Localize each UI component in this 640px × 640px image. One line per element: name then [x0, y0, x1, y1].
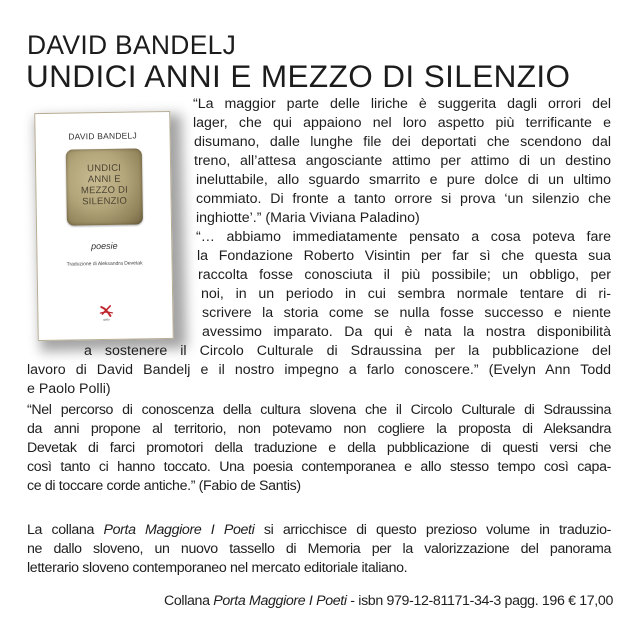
cover-author: DAVID BANDELJ — [68, 130, 137, 142]
series-description-line: ne dallo sloveno, un nuovo tassello di Memoria per la valorizzazione del panorama — [27, 541, 611, 557]
quote-3-line: così tanto ci hanno toccato. Una poesia contemporanea e allo stesso tempo così capa- — [27, 459, 611, 475]
quote-1-line: inghiotte’.” (Maria Viviana Paladino) — [196, 210, 420, 226]
plaque-line: UNDICI — [87, 162, 122, 175]
quote-1-line: “La maggior parte delle liriche è suggerita dagli orrori del — [193, 96, 611, 112]
author-name: DAVID BANDELJ — [27, 30, 237, 60]
cover-subtitle: poesie — [90, 240, 118, 252]
plaque-line: SILENZIO — [82, 195, 128, 208]
quote-2-line: scrivere la storia come se nulla fosse successo e niente — [202, 305, 611, 321]
quote-2-line: “… abbiamo immediatamente pensato a cosa poteva fare — [196, 229, 611, 245]
quote-2-line: a sostenere il Circolo Culturale di Sdraussina per la pubblicazione del — [84, 343, 611, 359]
description-text: La collana — [27, 522, 104, 538]
cover-plaque-title — [66, 162, 143, 207]
quote-1-line: ineluttabile, allo sguardo smarrito e pure dolce di un ultimo — [196, 172, 611, 188]
quote-2-line: e Paolo Polli) — [27, 381, 111, 397]
quote-2-line: raccolta fosse conosciuta il più possibile; un obbligo, per — [198, 267, 611, 283]
footer-text: Collana — [163, 593, 214, 609]
cover-translator: Traduzione di Aleksandra Devetak — [66, 260, 143, 268]
quote-3-line: Devetak di farci promotori della traduzione e della pubblicazione di questi versi che — [27, 440, 611, 456]
book-details — [164, 592, 613, 611]
quote-3-line: da anni propone al territorio, non potevamo non cogliere la proposta di Aleksandra — [27, 421, 611, 437]
quote-3-line: ce di toccare corde antiche.” (Fabio de Santis) — [27, 478, 301, 494]
book-title: UNDICI ANNI E MEZZO DI SILENZIO — [26, 58, 571, 94]
plaque-line: MEZZO DI — [80, 184, 129, 197]
cover-plaque — [66, 148, 143, 225]
quote-1-line: lager, che qui appaiono nel loro aspetto più terrificante e — [193, 115, 611, 131]
book-cover-image — [34, 111, 174, 341]
quote-1-line: disumano, dalle lunghe file dei deportati che scendono dal — [194, 134, 611, 150]
plaque-line: ANNI E — [87, 173, 121, 186]
series-description-line — [27, 521, 611, 540]
publisher-logo-icon — [98, 303, 114, 321]
quote-3-line: “Nel percorso di conoscenza della cultura slovena che il Circolo Culturale di Sdraussina — [27, 402, 611, 418]
isbn-price-text: - isbn 979-12-81171-34-3 pagg. 196 € 17,00 — [346, 593, 613, 609]
series-name: Porta Maggiore I Poeti — [213, 593, 347, 609]
quote-2-line: lavoro di David Bandelj e il nostro impegno a farlo conoscere.” (Evelyn Ann Todd — [27, 362, 611, 378]
series-description-line: letterario sloveno contemporaneo nel mercato editoriale italiano. — [27, 560, 408, 576]
quote-1-line: commiato. Di fronte a tanto orrore si prova ‘un silenzio che — [196, 191, 611, 207]
description-text: si arricchisce di questo prezioso volume in traduzio- — [254, 522, 612, 538]
quote-2-line: avessimo imparato. Da qui è nata la nostra disponibilità — [202, 324, 611, 340]
series-name: Porta Maggiore I Poeti — [103, 522, 255, 538]
quote-1-line: treno, all’attesa angosciante attimo per attimo di un destino — [194, 153, 611, 169]
quote-2-line: noi, in un periodo in cui sembra normale tentare di ri- — [201, 286, 611, 302]
quote-2-line: la Fondazione Roberto Visintin per far sì che questa sua — [197, 248, 611, 264]
svg-text:gallo: gallo — [103, 317, 110, 322]
